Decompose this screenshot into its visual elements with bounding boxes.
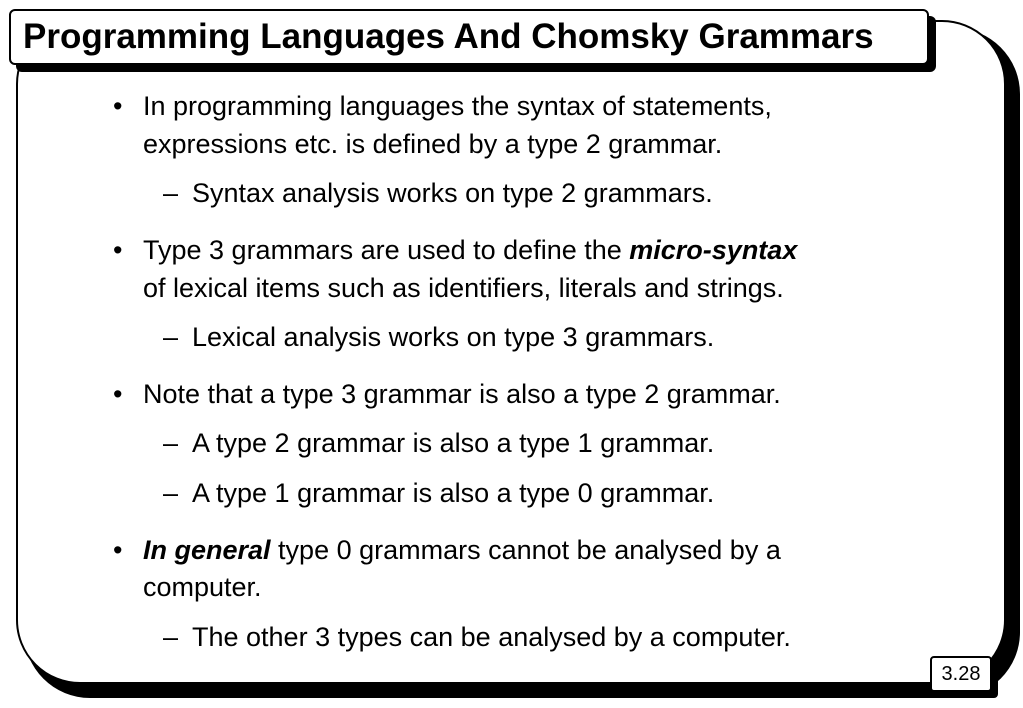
bullet-4-line-2: computer.: [143, 572, 262, 602]
bullet-1-line-1: In programming languages the syntax of statements,: [143, 91, 772, 121]
bullet-2-line-1-text: Type 3 grammars are used to define the: [143, 235, 630, 265]
page-number: 3.28: [930, 656, 992, 692]
bullet-4-emphasis: In general: [143, 535, 271, 565]
dash-icon: –: [163, 622, 179, 652]
bullet-2-line-2: of lexical items such as identifiers, literals and strings.: [143, 273, 784, 303]
bullet-3-line-1: Note that a type 3 grammar is also a type 2 grammar.: [143, 379, 781, 409]
slide-title: Programming Languages And Chomsky Grammars: [23, 17, 874, 56]
bullet-icon: •: [113, 235, 123, 265]
dash-icon: –: [163, 428, 179, 458]
dash-icon: –: [163, 322, 179, 352]
dash-icon: –: [163, 178, 179, 208]
bullet-4-sub-1: The other 3 types can be analysed by a computer.: [192, 622, 791, 652]
bullet-icon: •: [113, 91, 123, 121]
bullet-2-line-1: [143, 231, 797, 269]
bullet-1-sub-1: Syntax analysis works on type 2 grammars.: [192, 178, 713, 208]
bullet-2-sub-1: Lexical analysis works on type 3 grammars.: [192, 322, 715, 352]
bullet-2-emphasis: micro-syntax: [629, 235, 798, 265]
bullet-icon: •: [113, 535, 123, 565]
bullet-icon: •: [113, 379, 123, 409]
title-box: [9, 9, 929, 65]
dash-icon: –: [163, 478, 179, 508]
bullet-4-line-1: [143, 531, 781, 569]
bullet-4-line-1-text: type 0 grammars cannot be analysed by a: [270, 535, 781, 565]
bullet-1-line-2: expressions etc. is defined by a type 2 grammar.: [143, 129, 723, 159]
bullet-3-sub-2: A type 1 grammar is also a type 0 grammar.: [192, 478, 715, 508]
bullet-3-sub-1: A type 2 grammar is also a type 1 grammar.: [192, 428, 715, 458]
